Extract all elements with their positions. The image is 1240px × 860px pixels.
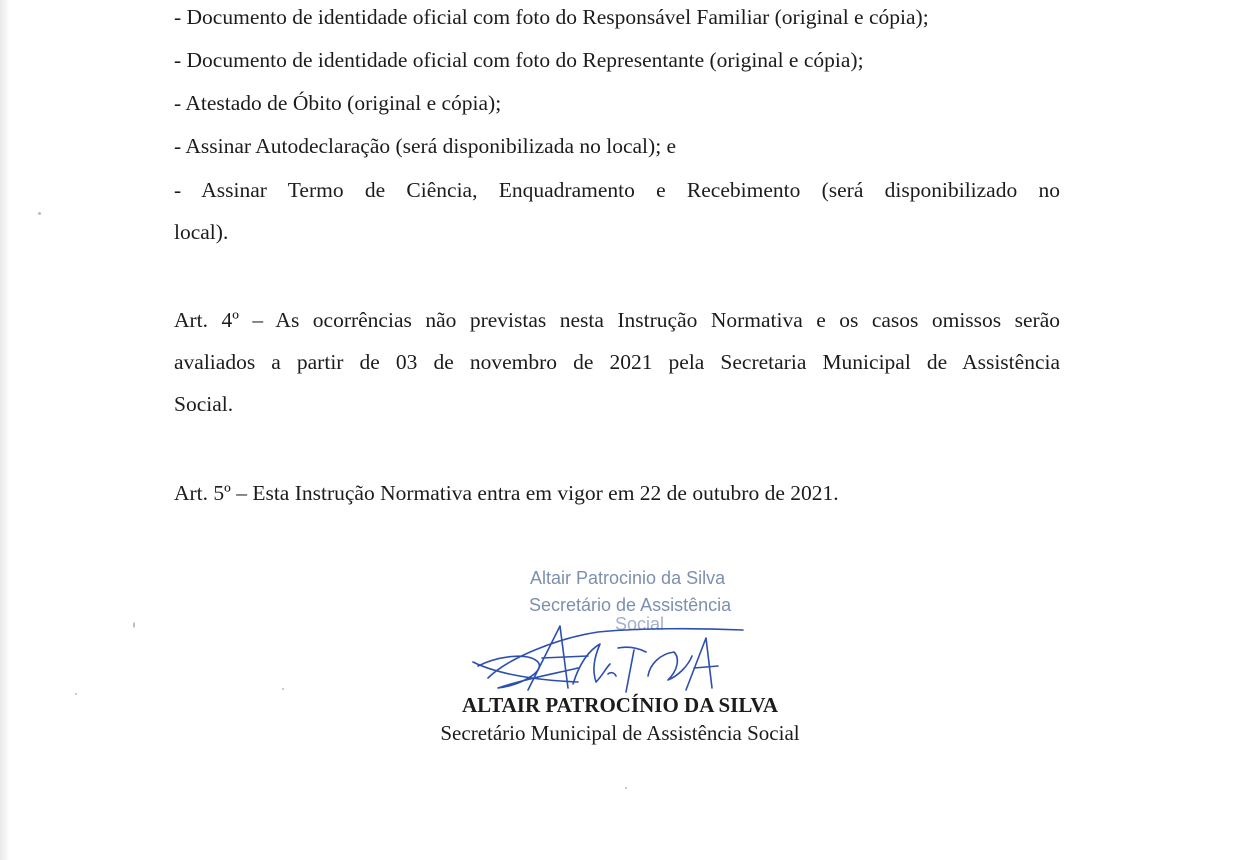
signatory-name: ALTAIR PATROCÍNIO DA SILVA	[461, 693, 779, 717]
list-item-atestado-obito: - Atestado de Óbito (original e cópia);	[174, 91, 502, 115]
signatory-title: Secretário Municipal de Assistência Social	[440, 721, 800, 745]
art4-line-1: Art. 4º – As ocorrências não previstas nesta Instrução Normativa e os casos omissos serão	[174, 308, 1060, 332]
list-item-termo-ciencia: - Assinar Termo de Ciência, Enquadramento e Recebimento (será disponibilizado no	[174, 178, 1060, 202]
list-item-termo-ciencia-continued: local).	[174, 220, 229, 244]
stamp-title-continued: Social	[615, 614, 665, 634]
stamp-title: Secretário de Assistência	[529, 595, 732, 615]
list-item-representante: - Documento de identidade oficial com foto do Representante (original e cópia);	[174, 48, 864, 72]
scan-speck	[75, 693, 77, 695]
art4-line-2: avaliados a partir de 03 de novembro de 2021 pela Secretaria Municipal de Assistência	[174, 350, 1060, 374]
list-item-responsavel: - Documento de identidade oficial com foto do Responsável Familiar (original e cópia);	[174, 5, 929, 29]
scan-speck	[282, 688, 284, 690]
scan-speck	[133, 622, 135, 628]
handwritten-signature	[468, 618, 758, 698]
art4-line-3: Social.	[174, 392, 234, 416]
art5-paragraph: Art. 5º – Esta Instrução Normativa entra em vigor em 22 de outubro de 2021.	[174, 481, 839, 505]
scan-speck	[625, 787, 627, 789]
scan-speck	[38, 212, 41, 215]
list-item-autodeclaracao: - Assinar Autodeclaração (será disponibilizada no local); e	[174, 134, 677, 158]
stamp-name: Altair Patrocinio da Silva	[530, 568, 726, 588]
